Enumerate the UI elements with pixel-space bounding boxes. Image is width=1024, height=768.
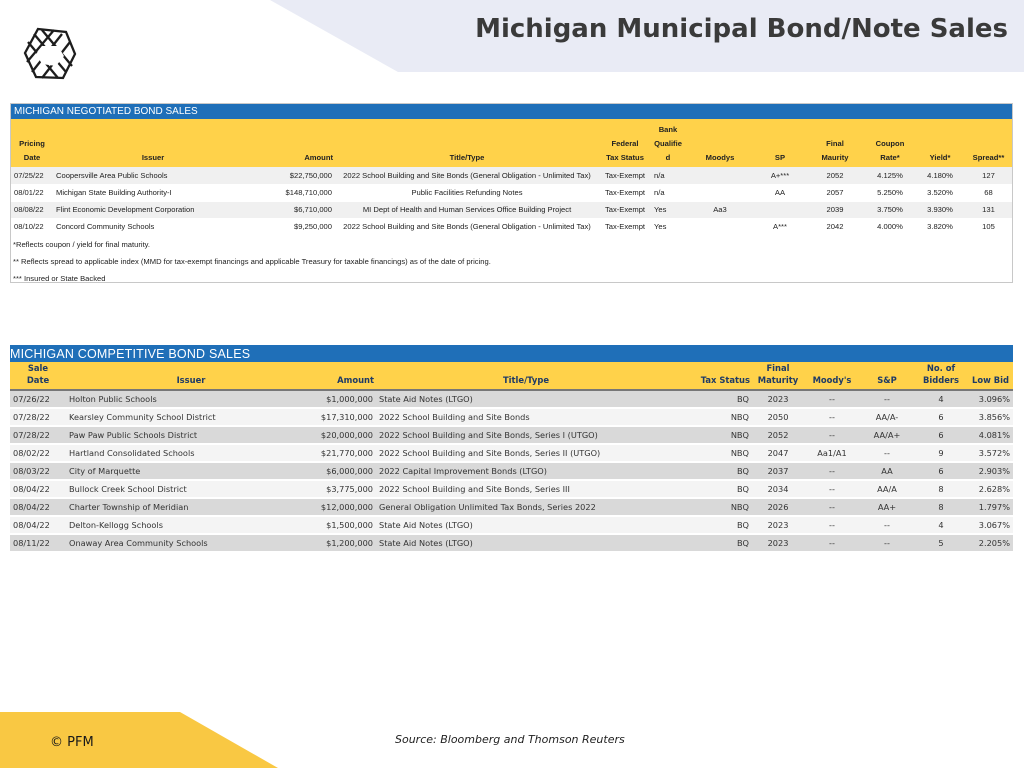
cell-title: 2022 School Building and Site Bonds, Series III	[376, 480, 676, 498]
cell-bank-qualified: Yes	[651, 218, 685, 235]
cell-moodys	[685, 167, 755, 184]
col-issuer: Issuer	[66, 362, 316, 390]
cell-maturity: 2052	[752, 426, 804, 444]
page-title: Michigan Municipal Bond/Note Sales	[475, 14, 1008, 44]
competitive-sales-panel	[10, 345, 1013, 555]
cell-maturity: 2057	[805, 184, 865, 201]
cell-spread: 131	[965, 201, 1012, 218]
table-row	[10, 534, 1013, 552]
cell-issuer: Flint Economic Development Corporation	[53, 201, 253, 218]
cell-low-bid: 3.572%	[968, 444, 1013, 462]
cell-tax-status: BQ	[676, 534, 752, 552]
cell-maturity: 2039	[805, 201, 865, 218]
cell-bidders: 6	[914, 426, 968, 444]
col-pricing-date: Pricing Date	[11, 119, 53, 167]
cell-moodys: --	[804, 408, 860, 426]
cell-sp: --	[860, 534, 914, 552]
cell-bidders: 4	[914, 390, 968, 408]
table-row	[10, 390, 1013, 408]
cell-amount: $21,770,000	[316, 444, 376, 462]
cell-amount: $22,750,000	[253, 167, 335, 184]
source-note: Source: Bloomberg and Thomson Reuters	[395, 733, 625, 746]
table-row	[10, 408, 1013, 426]
cell-amount: $9,250,000	[253, 218, 335, 235]
cell-tax-status: Tax-Exempt	[599, 184, 651, 201]
table-row	[11, 167, 1012, 184]
cell-tax-status: BQ	[676, 480, 752, 498]
col-amount: Amount	[253, 119, 335, 167]
cell-bank-qualified: n/a	[651, 184, 685, 201]
cell-date: 07/25/22	[11, 167, 53, 184]
negotiated-sales-table	[11, 119, 1012, 236]
cell-bidders: 5	[914, 534, 968, 552]
cell-issuer: Holton Public Schools	[66, 390, 316, 408]
cell-sp: --	[860, 516, 914, 534]
cell-yield: 3.930%	[915, 201, 965, 218]
cell-tax-status: Tax-Exempt	[599, 201, 651, 218]
cell-bidders: 9	[914, 444, 968, 462]
cell-maturity: 2026	[752, 498, 804, 516]
cell-tax-status: BQ	[676, 516, 752, 534]
cell-date: 08/02/22	[10, 444, 66, 462]
cell-tax-status: BQ	[676, 462, 752, 480]
footnote: ** Reflects spread to applicable index (MMD for tax-exempt financings and applicable Treasury for taxable financings) as of the date of pricing.	[13, 256, 491, 266]
cell-issuer: Charter Township of Meridian	[66, 498, 316, 516]
cell-moodys: --	[804, 426, 860, 444]
cell-bidders: 6	[914, 408, 968, 426]
cell-title: State Aid Notes (LTGO)	[376, 534, 676, 552]
col-title-type: Title/Type	[376, 362, 676, 390]
col-yield: Yield*	[915, 119, 965, 167]
cell-amount: $1,500,000	[316, 516, 376, 534]
cell-low-bid: 2.903%	[968, 462, 1013, 480]
cell-date: 07/26/22	[10, 390, 66, 408]
cell-title: 2022 School Building and Site Bonds, Series I (UTGO)	[376, 426, 676, 444]
cell-bidders: 6	[914, 462, 968, 480]
cell-sp: A***	[755, 218, 805, 235]
cell-sp: AA/A+	[860, 426, 914, 444]
cell-title: General Obligation Unlimited Tax Bonds, Series 2022	[376, 498, 676, 516]
cell-low-bid: 3.096%	[968, 390, 1013, 408]
cell-moodys: --	[804, 498, 860, 516]
cell-moodys: --	[804, 516, 860, 534]
cell-issuer: Paw Paw Public Schools District	[66, 426, 316, 444]
cell-sp: AA/A-	[860, 408, 914, 426]
cell-issuer: Michigan State Building Authority-I	[53, 184, 253, 201]
copyright-text: © PFM	[50, 735, 94, 750]
cell-title: 2022 Capital Improvement Bonds (LTGO)	[376, 462, 676, 480]
cell-maturity: 2042	[805, 218, 865, 235]
col-bidders: No. of Bidders	[914, 362, 968, 390]
cell-low-bid: 2.205%	[968, 534, 1013, 552]
col-moodys: Moodys	[685, 119, 755, 167]
cell-coupon: 4.000%	[865, 218, 915, 235]
col-tax-status: Tax Status	[676, 362, 752, 390]
cell-maturity: 2023	[752, 534, 804, 552]
cell-issuer: Hartland Consolidated Schools	[66, 444, 316, 462]
cell-sp: A+***	[755, 167, 805, 184]
competitive-sales-table	[10, 362, 1013, 553]
table-row	[10, 480, 1013, 498]
negotiated-header-row	[11, 119, 1012, 167]
col-amount: Amount	[316, 362, 376, 390]
cell-sp: AA	[755, 184, 805, 201]
col-sp: SP	[755, 119, 805, 167]
cell-issuer: Kearsley Community School District	[66, 408, 316, 426]
footnote: *Reflects coupon / yield for final maturity.	[13, 239, 151, 249]
col-spread: Spread**	[965, 119, 1012, 167]
cell-low-bid: 4.081%	[968, 426, 1013, 444]
col-federal-tax-status: Federal Tax Status	[599, 119, 651, 167]
cell-moodys: --	[804, 480, 860, 498]
cell-sp	[755, 201, 805, 218]
competitive-sales-banner: MICHIGAN COMPETITIVE BOND SALES	[10, 345, 1013, 362]
cell-bidders: 4	[914, 516, 968, 534]
cell-maturity: 2037	[752, 462, 804, 480]
cell-spread: 105	[965, 218, 1012, 235]
cell-maturity: 2050	[752, 408, 804, 426]
cell-maturity: 2023	[752, 516, 804, 534]
table-row	[10, 462, 1013, 480]
cell-date: 08/08/22	[11, 201, 53, 218]
cell-yield: 3.520%	[915, 184, 965, 201]
col-issuer: Issuer	[53, 119, 253, 167]
cell-amount: $20,000,000	[316, 426, 376, 444]
col-title-type: Title/Type	[335, 119, 599, 167]
table-row	[10, 516, 1013, 534]
table-row	[11, 184, 1012, 201]
cell-moodys: Aa1/A1	[804, 444, 860, 462]
cell-coupon: 3.750%	[865, 201, 915, 218]
cell-sp: AA/A	[860, 480, 914, 498]
cell-tax-status: BQ	[676, 390, 752, 408]
cell-bank-qualified: Yes	[651, 201, 685, 218]
cell-issuer: Onaway Area Community Schools	[66, 534, 316, 552]
cell-tax-status: Tax-Exempt	[599, 218, 651, 235]
cell-amount: $6,000,000	[316, 462, 376, 480]
col-moodys: Moody's	[804, 362, 860, 390]
cell-issuer: Delton-Kellogg Schools	[66, 516, 316, 534]
col-sale-date: Sale Date	[10, 362, 66, 390]
cell-coupon: 4.125%	[865, 167, 915, 184]
col-final-maturity: Final Maurity	[805, 119, 865, 167]
negotiated-footnotes	[11, 236, 1012, 287]
cell-title: 2022 School Building and Site Bonds, Series II (UTGO)	[376, 444, 676, 462]
cell-title: 2022 School Building and Site Bonds	[376, 408, 676, 426]
cell-tax-status: Tax-Exempt	[599, 167, 651, 184]
cell-moodys: --	[804, 534, 860, 552]
cell-maturity: 2023	[752, 390, 804, 408]
cell-title: MI Dept of Health and Human Services Office Building Project	[335, 201, 599, 218]
cell-bidders: 8	[914, 498, 968, 516]
col-final-maturity: Final Maturity	[752, 362, 804, 390]
cell-moodys	[685, 184, 755, 201]
cell-date: 08/11/22	[10, 534, 66, 552]
cell-date: 08/04/22	[10, 498, 66, 516]
cell-low-bid: 3.856%	[968, 408, 1013, 426]
cell-date: 08/01/22	[11, 184, 53, 201]
table-row	[10, 426, 1013, 444]
cell-spread: 68	[965, 184, 1012, 201]
cell-tax-status: NBQ	[676, 426, 752, 444]
cell-tax-status: NBQ	[676, 408, 752, 426]
cell-tax-status: NBQ	[676, 498, 752, 516]
cell-amount: $148,710,000	[253, 184, 335, 201]
cell-maturity: 2047	[752, 444, 804, 462]
cell-amount: $3,775,000	[316, 480, 376, 498]
cell-sp: --	[860, 390, 914, 408]
col-low-bid: Low Bid	[968, 362, 1013, 390]
table-row	[10, 498, 1013, 516]
cell-sp: AA+	[860, 498, 914, 516]
cell-amount: $6,710,000	[253, 201, 335, 218]
footnote: *** Insured or State Backed	[13, 273, 106, 283]
cell-bank-qualified: n/a	[651, 167, 685, 184]
cell-date: 08/04/22	[10, 516, 66, 534]
cell-date: 08/04/22	[10, 480, 66, 498]
cell-yield: 4.180%	[915, 167, 965, 184]
pfm-logo-icon	[22, 26, 78, 82]
cell-amount: $1,200,000	[316, 534, 376, 552]
col-sp: S&P	[860, 362, 914, 390]
cell-date: 08/10/22	[11, 218, 53, 235]
competitive-header-row	[10, 362, 1013, 390]
cell-amount: $1,000,000	[316, 390, 376, 408]
cell-issuer: City of Marquette	[66, 462, 316, 480]
col-bank-qualified: Bank Qualifie d	[651, 119, 685, 167]
cell-moodys: --	[804, 390, 860, 408]
cell-amount: $12,000,000	[316, 498, 376, 516]
col-coupon-rate: Coupon Rate*	[865, 119, 915, 167]
cell-date: 07/28/22	[10, 426, 66, 444]
cell-date: 08/03/22	[10, 462, 66, 480]
negotiated-sales-banner: MICHIGAN NEGOTIATED BOND SALES	[11, 104, 1012, 119]
table-row	[11, 201, 1012, 218]
footer-wedge	[0, 712, 280, 768]
cell-low-bid: 3.067%	[968, 516, 1013, 534]
cell-sp: AA	[860, 462, 914, 480]
cell-date: 07/28/22	[10, 408, 66, 426]
cell-bidders: 8	[914, 480, 968, 498]
negotiated-sales-panel	[10, 103, 1013, 283]
cell-moodys	[685, 218, 755, 235]
cell-issuer: Bullock Creek School District	[66, 480, 316, 498]
cell-amount: $17,310,000	[316, 408, 376, 426]
cell-low-bid: 1.797%	[968, 498, 1013, 516]
cell-title: State Aid Notes (LTGO)	[376, 516, 676, 534]
table-row	[10, 444, 1013, 462]
cell-sp: --	[860, 444, 914, 462]
cell-yield: 3.820%	[915, 218, 965, 235]
cell-spread: 127	[965, 167, 1012, 184]
cell-moodys: Aa3	[685, 201, 755, 218]
cell-issuer: Concord Community Schools	[53, 218, 253, 235]
cell-maturity: 2052	[805, 167, 865, 184]
cell-title: Public Facilities Refunding Notes	[335, 184, 599, 201]
cell-low-bid: 2.628%	[968, 480, 1013, 498]
table-row	[11, 218, 1012, 235]
cell-issuer: Coopersville Area Public Schools	[53, 167, 253, 184]
cell-coupon: 5.250%	[865, 184, 915, 201]
cell-title: 2022 School Building and Site Bonds (General Obligation - Unlimited Tax)	[335, 167, 599, 184]
cell-moodys: --	[804, 462, 860, 480]
cell-tax-status: NBQ	[676, 444, 752, 462]
cell-title: 2022 School Building and Site Bonds (General Obligation - Unlimited Tax)	[335, 218, 599, 235]
cell-title: State Aid Notes (LTGO)	[376, 390, 676, 408]
cell-maturity: 2034	[752, 480, 804, 498]
